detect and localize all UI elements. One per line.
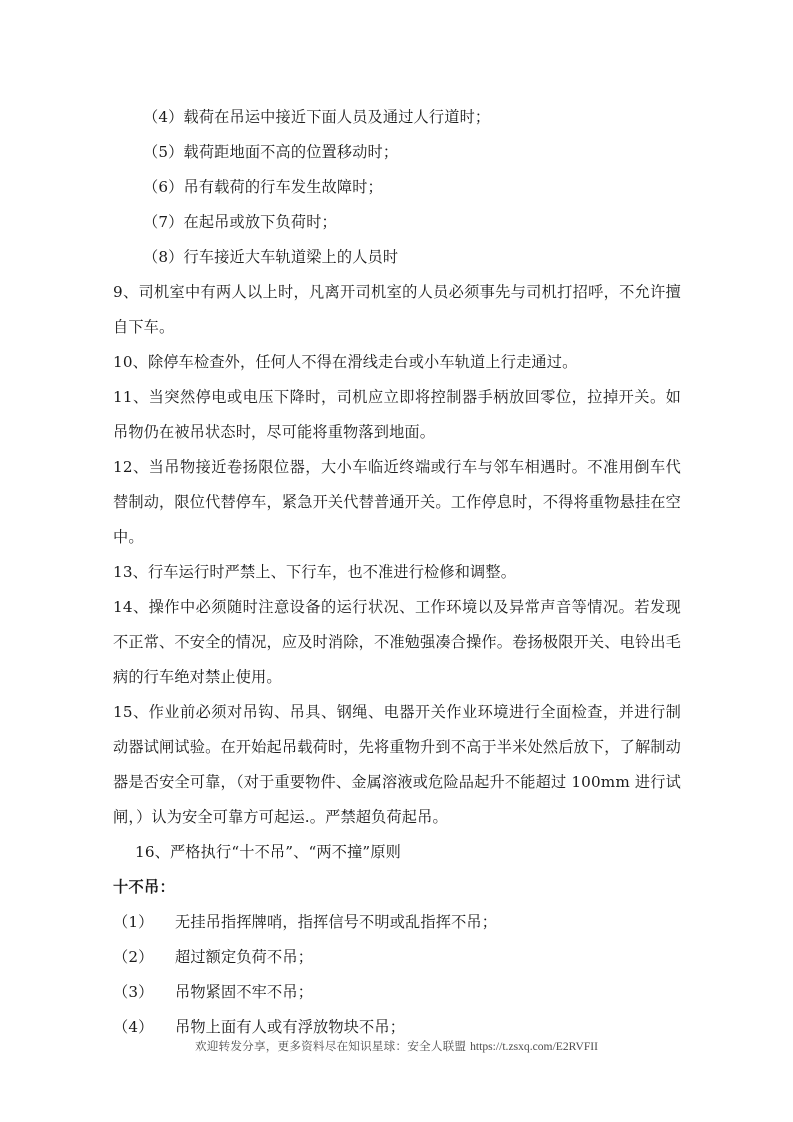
paragraph-item-13: 13、行车运行时严禁上、下行车，也不准进行检修和调整。	[113, 563, 517, 581]
paragraph-item-10: 10、除停车检查外，任何人不得在滑线走台或小车轨道上行走通过。	[113, 353, 578, 371]
footer-promo-text: 欢迎转发分享，更多资料尽在知识星球：安全人联盟	[194, 1039, 467, 1053]
list-item	[113, 940, 681, 975]
list-item-marker: （2）	[113, 948, 154, 966]
paragraph-item-8: （8）行车接近大车轨道梁上的人员时	[143, 248, 399, 266]
paragraph-item-15: 15、作业前必须对吊钩、吊具、钢绳、电器开关作业环境进行全面检查，并进行制动器试闸试验。在开始起吊载荷时，先将重物升到不高于半米处然后放下，了解制动器是否安全可靠，（对于重要物件、金属溶液或危险品起升不能超过 100mm 进行试闸，）认为安全可靠方可起运.。严禁超负荷起吊。	[113, 703, 681, 826]
list-item-label: 吊物上面有人或有浮放物块不吊；	[175, 1018, 406, 1036]
paragraph-item-9: 9、司机室中有两人以上时，凡离开司机室的人员必须事先与司机打招呼，不允许擅自下车。	[113, 283, 681, 336]
paragraph-item-4: （4）载荷在吊运中接近下面人员及通过人行道时；	[143, 108, 491, 126]
paragraph-item-16: 16、严格执行“十不吊”、“两不撞”原则	[135, 843, 402, 861]
list-item-marker: （3）	[113, 983, 154, 1001]
list-item-label: 无挂吊指挥牌哨，指挥信号不明或乱指挥不吊；	[175, 913, 498, 931]
paragraph-item-11: 11、当突然停电或电压下降时，司机应立即将控制器手柄放回零位，拉掉开关。如吊物仍在被吊状态时，尽可能将重物落到地面。	[113, 388, 681, 441]
paragraph-item-6: （6）吊有载荷的行车发生故障时；	[143, 178, 383, 196]
paragraph-item-7: （7）在起吊或放下负荷时；	[143, 213, 337, 231]
list-item-label: 超过额定负荷不吊；	[175, 948, 314, 966]
document-text-column	[113, 100, 681, 1045]
footer-url[interactable]: https://t.zsxq.com/E2RVFII	[470, 1040, 599, 1053]
paragraph-item-12: 12、当吊物接近卷扬限位器，大小车临近终端或行车与邻车相遇时。不准用倒车代替制动，限位代替停车，紧急开关代替普通开关。工作停息时，不得将重物悬挂在空中。	[113, 458, 681, 546]
paragraph-item-5: （5）载荷距地面不高的位置移动时；	[143, 143, 399, 161]
list-item-marker: （4）	[113, 1018, 154, 1036]
page-footer	[0, 1038, 793, 1054]
section-heading-ten-no-lift: 十不吊：	[113, 878, 175, 896]
list-item-marker: （1）	[113, 913, 154, 931]
list-item	[113, 905, 681, 940]
paragraph-item-14: 14、操作中必须随时注意设备的运行状况、工作环境以及异常声音等情况。若发现不正常、不安全的情况，应及时消除，不准勉强凑合操作。卷扬极限开关、电铃出毛病的行车绝对禁止使用。	[113, 598, 681, 686]
list-item-label: 吊物紧固不牢不吊；	[175, 983, 314, 1001]
list-item	[113, 975, 681, 1010]
